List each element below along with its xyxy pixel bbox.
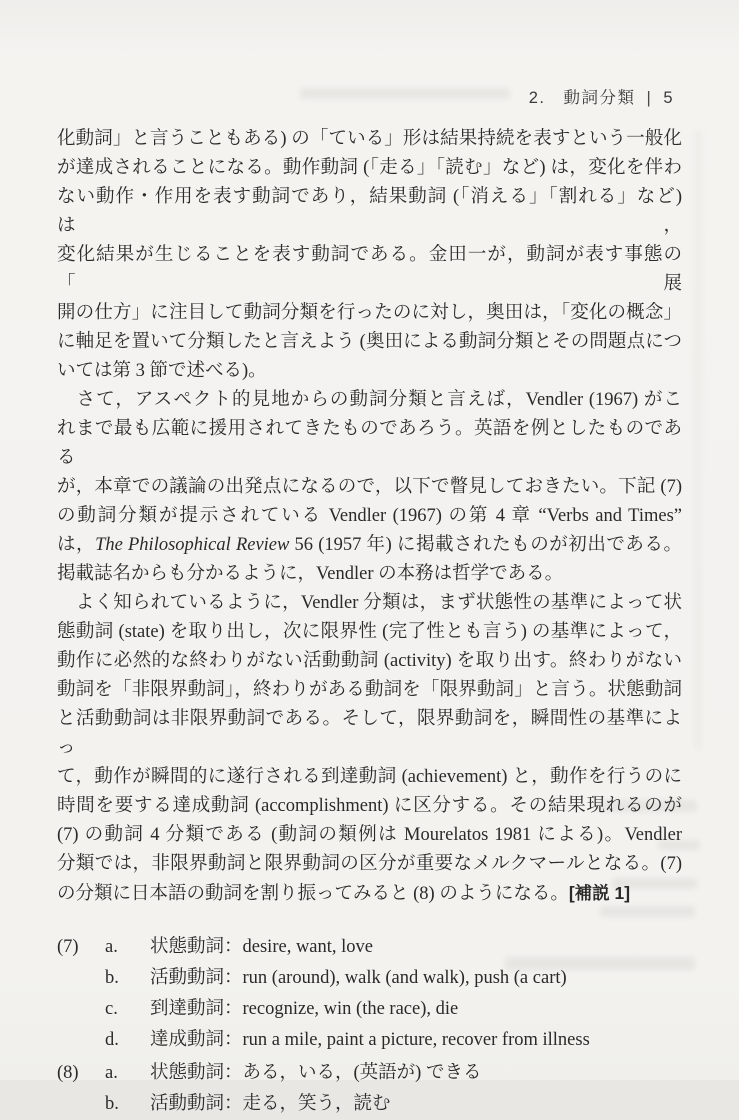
example-7 xyxy=(57,932,682,1056)
body-line: 変化結果が生じることを表す動詞である。金田一が，動詞が表す事態の「展 xyxy=(57,245,682,294)
example-number-spacer xyxy=(57,1089,105,1120)
item-letter: b. xyxy=(105,968,119,988)
example-number: (8) xyxy=(57,1063,79,1083)
example-row xyxy=(57,994,682,1025)
item-body xyxy=(150,1089,682,1120)
body-line: に軸足を置いて分類したと言えよう (奥田による動詞分類とその問題点につ xyxy=(57,332,682,352)
item-letter: c. xyxy=(105,999,118,1019)
header-divider: | xyxy=(646,89,653,107)
item-term: 到達動詞： xyxy=(150,999,243,1019)
item-body xyxy=(150,932,682,963)
bleed-artifact xyxy=(694,130,702,750)
body-line: 態動詞 (state) を取り出し，次に限界性 (完了性とも言う) の基準によって， xyxy=(57,622,682,642)
item-body xyxy=(150,963,682,994)
journal-line-pre: は， xyxy=(57,535,96,555)
item-letter: a. xyxy=(105,937,118,957)
item-letter: b. xyxy=(105,1094,119,1114)
body-line-text: の分類に日本語の動詞を割り振ってみると (8) のようになる。 xyxy=(57,884,569,904)
item-letter: d. xyxy=(105,1030,119,1050)
item-examples: run a mile, paint a picture, recover from illness xyxy=(242,1030,590,1050)
body-line: 分類では，非限界動詞と限界動詞の区分が重要なメルクマールとなる。(7) xyxy=(57,854,682,874)
item-term: 状態動詞： xyxy=(150,1063,243,1083)
example-8 xyxy=(57,1058,682,1120)
example-row xyxy=(57,1025,682,1056)
example-row xyxy=(57,1058,682,1089)
item-term: 活動動詞： xyxy=(150,1094,243,1114)
section-heading: 2. 動詞分類 xyxy=(528,89,636,107)
example-number-spacer xyxy=(57,963,105,994)
body-line: 化動詞」と言うこともある) の「ている」形は結果持続を表すという一般化 xyxy=(57,129,682,149)
running-head xyxy=(57,84,682,107)
item-examples: desire, want, love xyxy=(242,937,374,957)
body-line: が，本章での議論の出発点になるので，以下で瞥見しておきたい。下記 (7) xyxy=(57,477,682,497)
item-examples: recognize, win (the race), die xyxy=(242,999,459,1019)
body-line: 動作に必然的な終わりがない活動動詞 (activity) を取り出す。終わりがない xyxy=(57,651,682,671)
supplement-note: [補説 1] xyxy=(568,883,631,903)
example-row xyxy=(57,1089,682,1120)
journal-title: The Philosophical Review xyxy=(95,535,290,555)
body-line: 掲載誌名からも分かるように，Vendler の本務は哲学である。 xyxy=(57,564,564,584)
example-row xyxy=(57,932,682,963)
item-term: 状態動詞： xyxy=(150,937,243,957)
example-number: (7) xyxy=(57,937,79,957)
body-line: の動詞分類が提示されている Vendler (1967) の第 4 章 “Verbs and Times” xyxy=(57,506,682,526)
paragraph-2 xyxy=(57,386,682,589)
body-line: 開の仕方」に注目して動詞分類を行ったのに対し，奥田は，「変化の概念」 xyxy=(57,303,682,323)
page-number: 5 xyxy=(663,89,674,107)
item-examples: 走る，笑う，読む xyxy=(242,1094,391,1114)
body-line: と活動動詞は非限界動詞である。そして，限界動詞を，瞬間性の基準によっ xyxy=(57,709,682,758)
example-number-spacer xyxy=(57,1025,105,1056)
body-line: 動詞を「非限界動詞」，終わりがある動詞を「限界動詞」と言う。状態動詞 xyxy=(57,680,682,700)
item-term: 活動動詞： xyxy=(150,968,243,988)
item-letter: a. xyxy=(105,1063,118,1083)
body-line: (7) の動詞 4 分類である (動詞の類例は Mourelatos 1981 による)。Vendler xyxy=(57,825,682,845)
body-line: よく知られているように，Vendler 分類は，まず状態性の基準によって状 xyxy=(57,593,682,613)
item-body xyxy=(150,1058,682,1089)
text-column xyxy=(57,84,682,1120)
example-row xyxy=(57,963,682,994)
paragraph-1 xyxy=(57,125,682,386)
item-body xyxy=(150,1025,682,1056)
body-line: さて，アスペクト的見地からの動詞分類と言えば，Vendler (1967) がこ xyxy=(57,390,682,410)
example-number-spacer xyxy=(57,994,105,1025)
body-line: ない動作・作用を表す動詞であり，結果動詞 (「消える」「割れる」など) は， xyxy=(57,187,682,236)
body-line: 時間を要する達成動詞 (accomplishment) に区分する。その結果現れるのが xyxy=(57,796,682,816)
body-line-with-note xyxy=(57,879,682,909)
paragraph-3 xyxy=(57,589,682,909)
body-line: て，動作が瞬間的に遂行される到達動詞 (achievement) と，動作を行うのに xyxy=(57,767,682,787)
body-text xyxy=(57,125,682,1120)
item-examples: ある，いる，(英語が) できる xyxy=(242,1063,482,1083)
item-term: 達成動詞： xyxy=(150,1030,243,1050)
body-line: いては第 3 節で述べる)。 xyxy=(57,361,267,381)
body-line: が達成されることになる。動作動詞 (「走る」「読む」など) は，変化を伴わ xyxy=(57,158,682,178)
body-line-journal xyxy=(57,531,682,560)
journal-line-post: 56 (1957 年) に掲載されたものが初出である。 xyxy=(289,535,682,555)
item-examples: run (around), walk (and walk), push (a cart) xyxy=(242,968,567,988)
item-body xyxy=(150,994,682,1025)
body-line: れまで最も広範に援用されてきたものであろう。英語を例としたものである xyxy=(57,419,682,468)
